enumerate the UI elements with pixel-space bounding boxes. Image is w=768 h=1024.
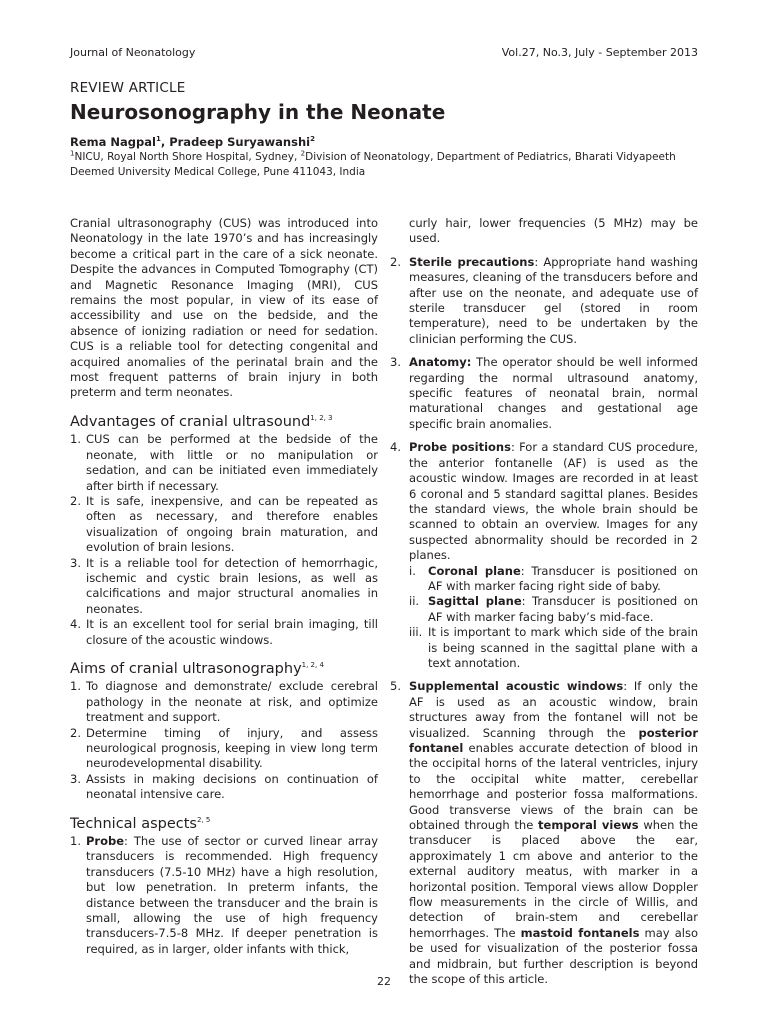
- affiliation-text: NICU, Royal North Shore Hospital, Sydney,: [74, 151, 301, 163]
- list-item: 3. Anatomy: The operator should be well informed regarding the normal ultrasound anatomy, specific features of neonatal brain, normal maturational changes and gestational age specific brain anomalies.: [390, 355, 698, 431]
- sub-list-item: iii. It is important to mark which side of the brain is being scanned in the sagittal plane with a text annotation.: [409, 625, 698, 670]
- list-item: 1. Probe: The use of sector or curved linear array transducers is recommended. High frequency transducers (7.5-10 MHz) have a high resolution, but low penetration. In preterm infants, the distance between the transducer and the brain is small, allowing the use of high frequency transducers-7.5-8 MHz. If deeper penetration is required, as in larger, older infants with thick,: [70, 834, 378, 956]
- section-heading: Advantages of cranial ultrasound$^{1, 2, 3}$: [70, 413, 333, 430]
- list-continuation: curly hair, lower frequencies (5 MHz) may be used.: [409, 216, 698, 246]
- list-item: 2. Sterile precautions: Appropriate hand washing measures, cleaning of the transducers before and after use on the neonate, and adequate use of sterile transducer gel (stored in room temperature), need to be undertaken by the clinician performing the CUS.: [390, 254, 698, 346]
- right-column: [390, 216, 698, 996]
- list-item: 2. Determine timing of injury, and assess neurological prognosis, keeping in view long term neurodevelopmental disability.: [70, 725, 378, 771]
- list-item: 3. It is a reliable tool for detection of hemorrhagic, ischemic and cystic brain lesions, as well as calcifications and major structural anomalies in neonates.: [70, 555, 378, 616]
- article-type: REVIEW ARTICLE: [70, 80, 186, 96]
- affil-marker: 2: [300, 149, 306, 158]
- journal-name: Journal of Neonatology: [70, 46, 196, 59]
- affiliations: [70, 150, 698, 180]
- list-item: 3. Assists in making decisions on continuation of neonatal intensive care.: [70, 771, 378, 802]
- list-item: 1. To diagnose and demonstrate/ exclude cerebral pathology in the neonate at risk, and optimize treatment and support.: [70, 679, 378, 725]
- article-title: Neurosonography in the Neonate: [70, 100, 446, 124]
- aims-list: [70, 679, 378, 802]
- intro-paragraph: Cranial ultrasonography (CUS) was introduced into Neonatology in the late 1970’s and has increasingly become a critical part in the care of a sick neonate. Despite the advances in Computed Tomography (CT) and Magnetic Resonance Imaging (MRI), CUS remains the most popular, in view of its ease of accessibility and use on the bedside, and the absence of ionizing radiation or need for sedation. CUS is a reliable tool for detecting congenital and acquired anomalies of the perinatal brain and the most frequent patterns of brain injury in both preterm and term neonates.: [70, 216, 378, 400]
- list-item: 1. CUS can be performed at the bedside of the neonate, with little or no manipulation or sedation, and can be initiated even immediately after birth if necessary.: [70, 432, 378, 493]
- technical-list-cont: [390, 255, 698, 988]
- probe-positions-sublist: [409, 564, 698, 672]
- author-affil-marker: 1: [155, 135, 161, 144]
- advantages-list: [70, 432, 378, 648]
- list-item: 2. It is safe, inexpensive, and can be repeated as often as necessary, and therefore enables visualization of ongoing brain maturation, and evolution of brain lesions.: [70, 493, 378, 555]
- sub-list-item: ii. Sagittal plane: Transducer is positioned on AF with marker facing baby’s mid-face.: [409, 594, 698, 624]
- section-heading: Aims of cranial ultrasonography$^{1, 2, 4}$: [70, 660, 324, 677]
- issue-info: Vol.27, No.3, July - September 2013: [501, 46, 698, 59]
- author-list: Rema Nagpal$^1$, Pradeep Suryawanshi$^2$: [70, 135, 315, 149]
- left-column: [70, 216, 378, 957]
- section-heading: Technical aspects$^{2, 5}$: [70, 815, 211, 832]
- technical-list: [70, 834, 378, 957]
- list-item: 4. Probe positions: For a standard CUS procedure, the anterior fontanelle (AF) is used as the acoustic window. Images are recorded in at least 6 coronal and 5 standard sagittal planes. Besides the standard views, the whole brain should be scanned to obtain an overview. Images for any suspected abnormality should be recorded in 2 planes. i. Coronal plane: Transducer is positioned on AF with marker facing right side of baby. ii. Sagittal plane: Transducer is positioned on AF with marker facing baby’s mid-face. iii. It is important to mark which side of the brain is being scanned in the sagittal plane with a text annotation.: [390, 440, 698, 670]
- sub-list-item: i. Coronal plane: Transducer is positioned on AF with marker facing right side of baby.: [409, 563, 698, 593]
- list-item: 4. It is an excellent tool for serial brain imaging, till closure of the acoustic windows.: [70, 617, 378, 647]
- affil-marker: 1: [70, 149, 75, 158]
- author-name: Rema Nagpal: [70, 135, 156, 149]
- author-affil-marker: 2: [310, 135, 315, 144]
- affiliation-text: Division of Neonatology, Department of Pediatrics, Bharati Vidyapeeth Deemed University Medical College, Pune 411043, India: [70, 151, 676, 178]
- author-name: Pradeep Suryawanshi: [169, 135, 311, 149]
- list-item: 5. Supplemental acoustic windows: If only the AF is used as an acoustic window, brain structures away from the fontanel will not be visualized. Scanning through the posterior fontanel enables accurate detection of blood in the occipital horns of the lateral ventricles, injury to the occipital white matter, cerebellar hemorrhage and posterior fossa malformations. Good transverse views of the brain can be obtained through the temporal views when the transducer is placed above the ear, approximately 1 cm above and anterior to the external auditory meatus, with marker in a horizontal position. Temporal views allow Doppler flow measurements in the circle of Willis, and detection of brain-stem and cerebellar hemorrhages. The mastoid fontanels may also be used for visualization of the posterior fossa and midbrain, but further description is beyond the scope of this article.: [390, 679, 698, 987]
- page-number: 22: [377, 975, 391, 988]
